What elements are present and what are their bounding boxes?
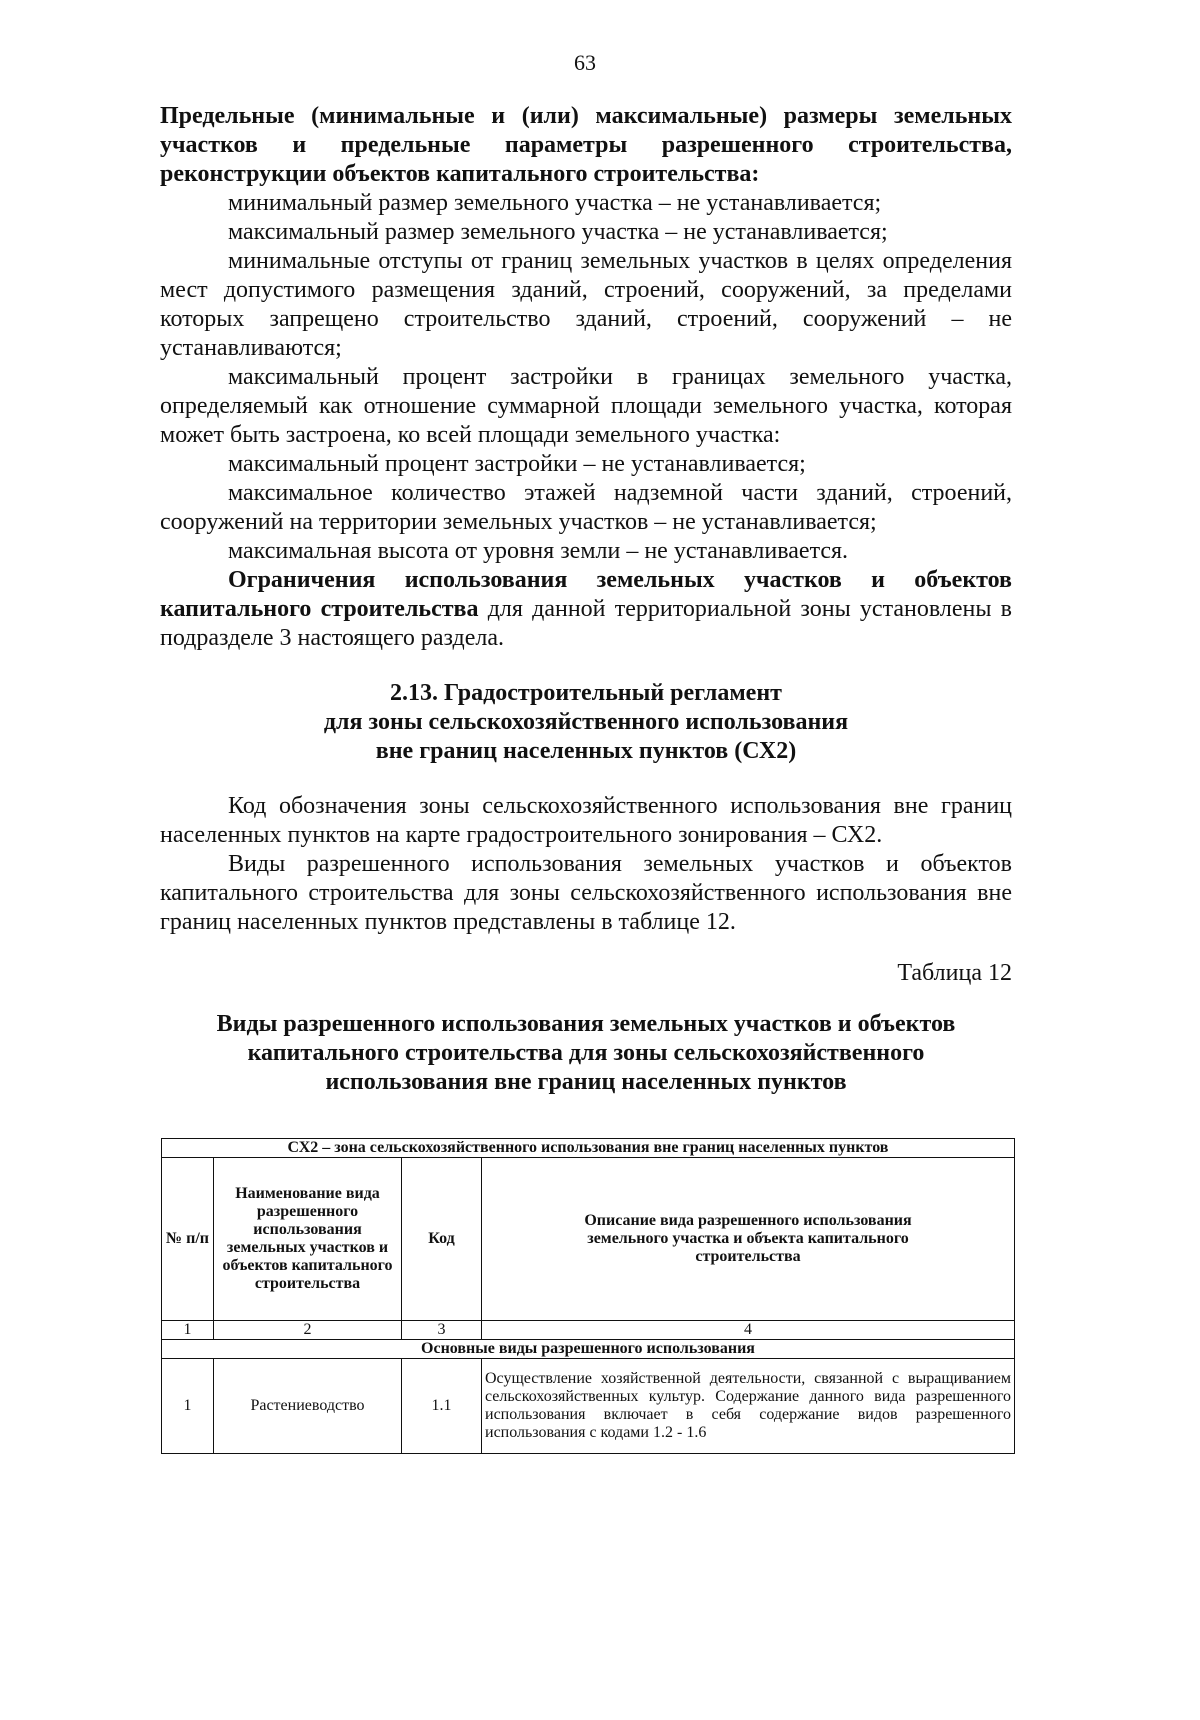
page-number: 63	[574, 50, 596, 75]
section-row-cell: Основные виды разрешенного использования	[162, 1340, 1015, 1359]
paragraph-floors: максимальное количество этажей надземной части зданий, строений, сооружений на территории земельных участков – не устанавливается;	[160, 480, 1012, 535]
paragraph-max-size: максимальный размер земельного участка – не устанавливается;	[228, 219, 888, 245]
limits-heading: Предельные (минимальные и (или) максимальные) размеры земельных участков и предельные параметры разрешенного строительства, реконструкции объектов капитального строительства:	[160, 103, 1012, 187]
row-desc: Осуществление хозяйственной деятельности, связанной с выращиванием сельскохозяйственных культур. Содержание данного вида разрешенного использования включает в себя содержание видов разрешенного использования с кодами 1.2 - 1.6	[482, 1359, 1015, 1454]
column-number: 2	[214, 1321, 402, 1340]
table-label: Таблица 12	[897, 960, 1012, 986]
zone-header-row	[162, 1139, 1015, 1158]
restrictions-rest: для данной территориальной зоны установлены в подразделе 3 настоящего раздела.	[160, 596, 1012, 651]
header-num: № п/п	[162, 1158, 214, 1321]
header-name: Наименование вида разрешенного использования земельных участков и объектов капитального строительства	[214, 1158, 402, 1321]
paragraph-restrictions	[160, 566, 1012, 653]
column-number: 3	[402, 1321, 482, 1340]
section-title-line3: вне границ населенных пунктов (СХ2)	[375, 738, 797, 764]
document-body	[160, 102, 1012, 1097]
column-number: 1	[162, 1321, 214, 1340]
restrictions-bold: Ограничения использования земельных участков и объектов капитального строительства	[160, 567, 1012, 622]
row-num: 1	[162, 1359, 214, 1454]
section-row	[162, 1340, 1015, 1359]
section-title-line2: для зоны сельскохозяйственного использования	[323, 709, 849, 735]
table-title-line1: Виды разрешенного использования земельных участков и объектов	[216, 1011, 956, 1037]
header-code: Код	[402, 1158, 482, 1321]
column-header-row	[162, 1158, 1015, 1321]
row-code: 1.1	[402, 1359, 482, 1454]
paragraph-height: максимальная высота от уровня земли – не устанавливается.	[228, 538, 849, 564]
paragraph-min-size: минимальный размер земельного участка – не устанавливается;	[228, 190, 882, 216]
paragraph-coverage-def: максимальный процент застройки в границах земельного участка, определяемый как отношение суммарной площади земельного участка, которая может быть застроена, ко всей площади земельного участка:	[160, 364, 1012, 448]
header-desc: Описание вида разрешенного использования земельного участка и объекта капитального строительства	[482, 1158, 1015, 1321]
zone-header-cell: СХ2 – зона сельскохозяйственного использования вне границ населенных пунктов	[162, 1139, 1015, 1158]
column-number-row	[162, 1321, 1015, 1340]
table-row	[162, 1359, 1015, 1454]
table-title-line2: капитального строительства для зоны сельскохозяйственного	[247, 1040, 925, 1066]
paragraph-setbacks: минимальные отступы от границ земельных участков в целях определения мест допустимого размещения зданий, строений, сооружений, за пределами которых запрещено строительство зданий, строений, сооружений – не устанавливаются;	[160, 248, 1012, 361]
section-title-line1: 2.13. Градостроительный регламент	[390, 680, 782, 706]
column-number: 4	[482, 1321, 1015, 1340]
paragraph-zone-uses: Виды разрешенного использования земельных участков и объектов капитального строительства для зоны сельскохозяйственного использования вне границ населенных пунктов представлены в таблице 12.	[160, 851, 1012, 935]
permitted-uses-table	[161, 1138, 1015, 1454]
paragraph-coverage: максимальный процент застройки – не устанавливается;	[228, 451, 806, 477]
row-name: Растениеводство	[214, 1359, 402, 1454]
paragraph-zone-code: Код обозначения зоны сельскохозяйственного использования вне границ населенных пунктов на карте градостроительного зонирования – СХ2.	[160, 793, 1012, 848]
table-title-line3: использования вне границ населенных пунктов	[325, 1069, 847, 1095]
